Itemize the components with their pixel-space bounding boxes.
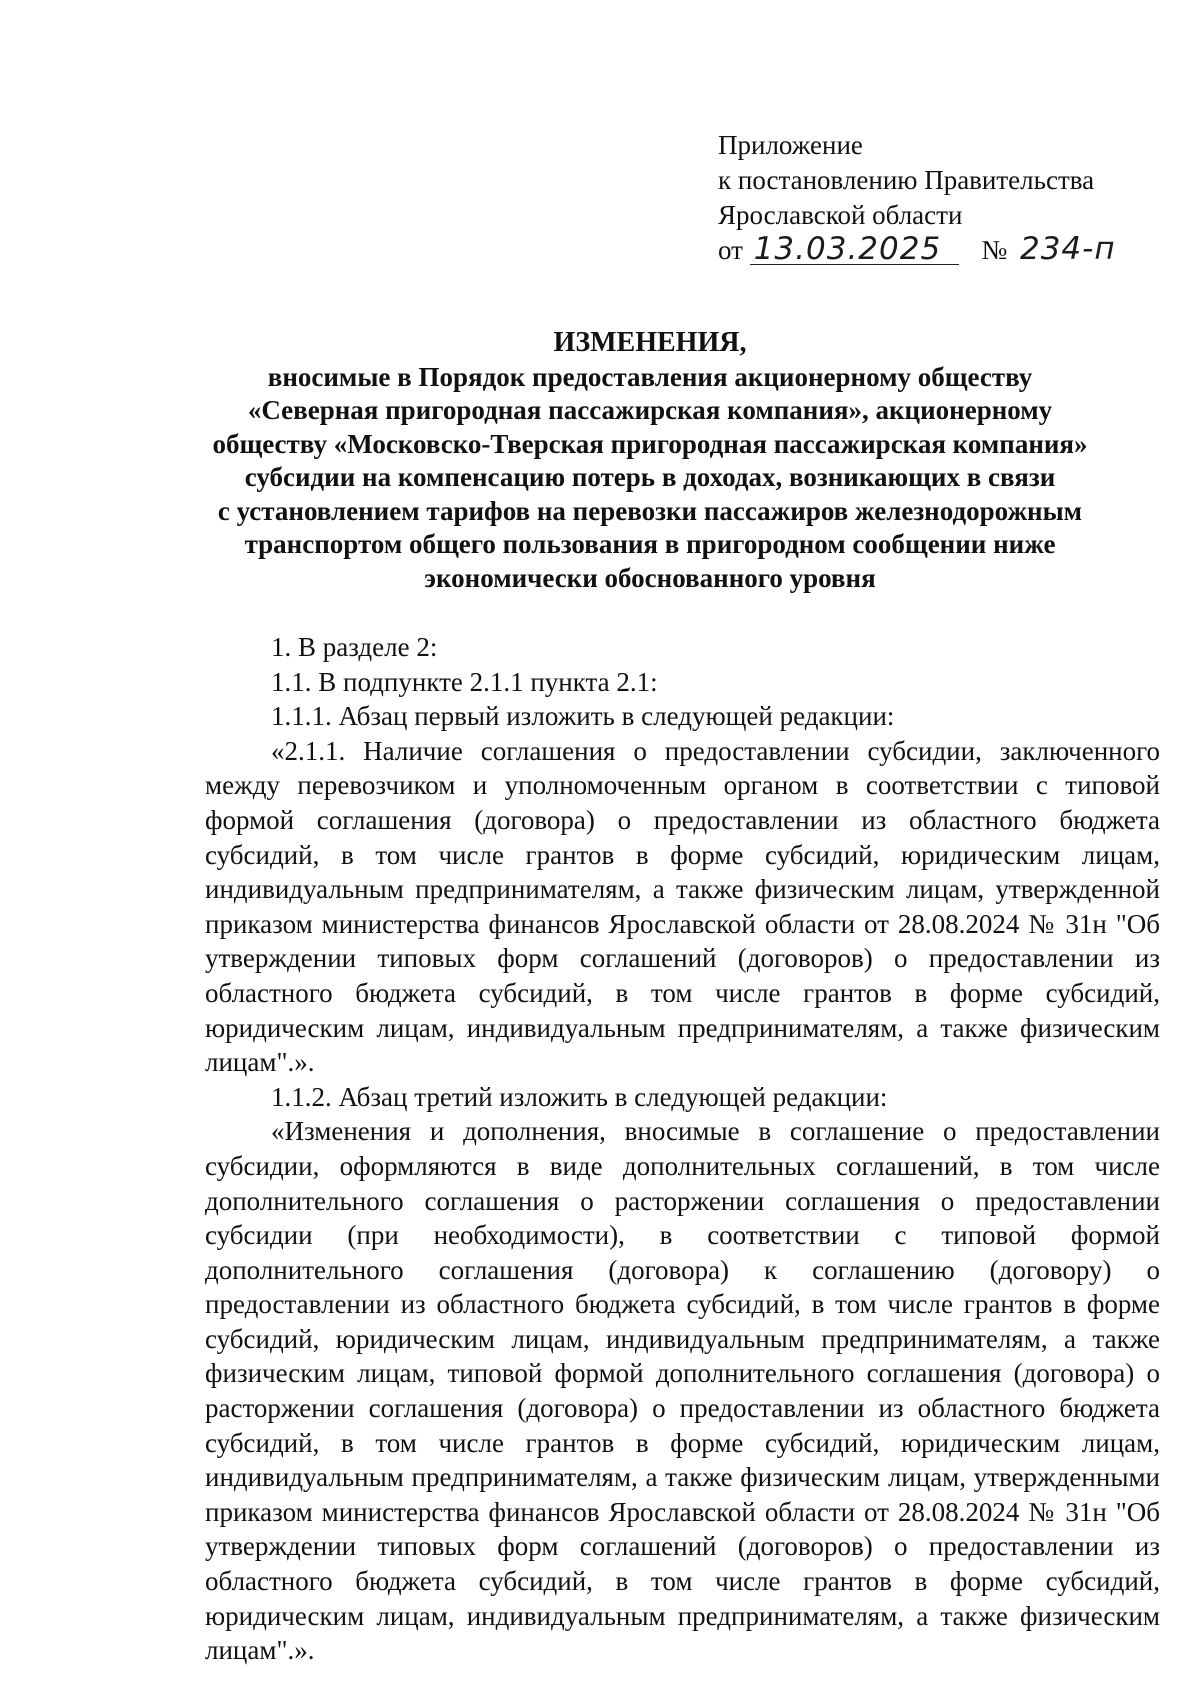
quoted-paragraph-2: «Изменения и дополнения, вносимые в соглашение о предоставлении субсидии, оформляются в виде дополнительных соглашений, в том числе дополнительного соглашения о расторжении соглашения о предоставлении субсидии (при необходимости), в соответствии с типовой формой дополнительного соглашения (договора) к соглашению (договору) о предоставлении из областного бюджета субсидий, в том числе грантов в форме субсидий, юридическим лицам, индивидуальным предпринимателям, а также физическим лицам, типовой формой дополнительного соглашения (договора) о расторжении соглашения (договора) о предоставлении из областного бюджета субсидий, в том числе грантов в форме субсидий, юридическим лицам, индивидуальным предпринимателям, а также физическим лицам, утвержденными приказом министерства финансов Ярославской области от 28.08.2024 № 31н "Об утверждении типовых форм соглашений (договоров) о предоставлении из областного бюджета субсидий, в том числе грантов в форме субсидий, юридическим лицам, индивидуальным предпринимателям, а также физическим лицам".». bbox=[205, 1116, 1160, 1666]
section-item-1: 1. В разделе 2: bbox=[271, 632, 438, 662]
attachment-region: Ярославской области bbox=[718, 200, 963, 230]
number-label: № bbox=[981, 235, 1008, 265]
title-line: экономически обоснованного уровня bbox=[424, 562, 876, 593]
title-line: с установлением тарифов на перевозки пассажиров железнодорожным bbox=[217, 495, 1083, 526]
section-item-1-1-2: 1.1.2. Абзац третий изложить в следующей редакции: bbox=[271, 1081, 888, 1112]
handwritten-number: 234-п bbox=[1019, 231, 1116, 267]
attachment-resolution-ref: к постановлению Правительства bbox=[718, 165, 1095, 195]
attachment-title: Приложение bbox=[718, 130, 863, 160]
title-line: транспортом общего пользования в пригородном сообщении ниже bbox=[244, 529, 1056, 559]
document-title bbox=[180, 326, 1120, 595]
title-line: «Северная пригородная пассажирская компания», акционерному bbox=[247, 395, 1053, 425]
title-line: субсидии на компенсацию потерь в доходах, возникающих в связи bbox=[244, 462, 1056, 492]
attachment-header bbox=[718, 128, 1158, 273]
date-prefix: от bbox=[718, 235, 743, 265]
attachment-date-number-line bbox=[718, 233, 1158, 273]
handwritten-date: 13.03.2025 bbox=[750, 234, 959, 265]
section-item-1-1: 1.1. В подпункте 2.1.1 пункта 2.1: bbox=[271, 666, 658, 697]
title-line: вносимые в Порядок предоставления акционерному обществу bbox=[267, 361, 1033, 392]
section-item-1-1-1: 1.1.1. Абзац первый изложить в следующей редакции: bbox=[271, 701, 895, 732]
document-body bbox=[205, 630, 1160, 1668]
quoted-paragraph-1: «2.1.1. Наличие соглашения о предоставлении субсидии, заключенного между перевозчиком и уполномоченным органом в соответствии с типовой формой соглашения (договора) о предоставлении из областного бюджета субсидий, в том числе грантов в форме субсидий, юридическим лицам, индивидуальным предпринимателям, а также физическим лицам, утвержденной приказом министерства финансов Ярославской области от 28.08.2024 № 31н "Об утверждении типовых форм соглашений (договоров) о предоставлении из областного бюджета субсидий, в том числе грантов в форме субсидий, юридическим лицам, индивидуальным предпринимателям, а также физическим лицам".». bbox=[205, 735, 1160, 1078]
title-line: обществу «Московско-Тверская пригородная пассажирская компания» bbox=[212, 428, 1088, 459]
title-main: ИЗМЕНЕНИЯ, bbox=[553, 327, 747, 358]
